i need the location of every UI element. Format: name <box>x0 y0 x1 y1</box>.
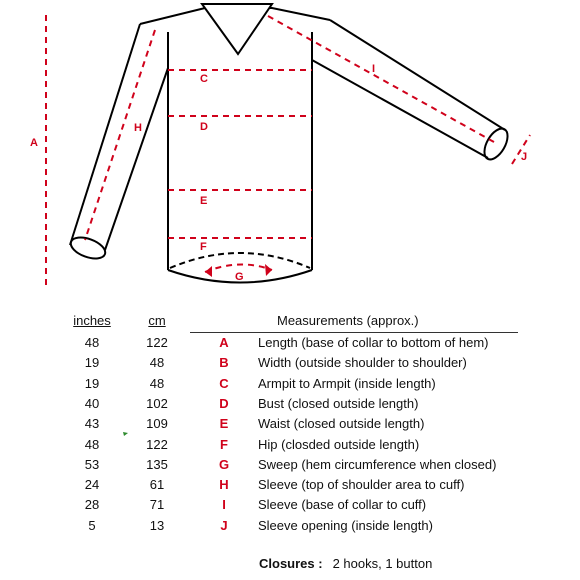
closures-note <box>259 556 432 571</box>
table-row <box>0 457 580 477</box>
cell-description: Length (base of collar to bottom of hem) <box>258 335 489 350</box>
cell-cm: 102 <box>146 395 168 411</box>
cell-cm: 13 <box>149 517 165 533</box>
cell-letter: F <box>220 436 228 452</box>
cell-description: Sweep (hem circumference when closed) <box>258 456 497 472</box>
cell-inches: 19 <box>84 375 100 391</box>
cell-letter: J <box>220 517 228 533</box>
header-inches: inches <box>73 313 111 328</box>
cell-inches: 5 <box>88 517 96 533</box>
cell-cm: 61 <box>149 477 165 493</box>
label-i: I <box>372 63 376 75</box>
cell-inches: 48 <box>84 335 100 350</box>
cell-description: Sleeve (base of collar to cuff) <box>258 497 427 513</box>
cell-inches: 48 <box>84 436 100 452</box>
cell-letter: E <box>219 416 229 432</box>
cell-letter: D <box>219 395 229 411</box>
table-row <box>0 518 580 538</box>
cell-inches: 43 <box>84 416 100 432</box>
cell-description: Width (outside shoulder to shoulder) <box>258 355 467 371</box>
cell-letter: I <box>222 497 226 513</box>
cell-cm: 71 <box>149 497 165 513</box>
cell-letter: B <box>219 355 229 371</box>
cell-description: Bust (closed outside length) <box>258 395 419 411</box>
label-f: F <box>200 241 207 253</box>
table-row <box>0 396 580 416</box>
label-a: A <box>30 137 38 149</box>
cell-inches: 28 <box>84 497 100 513</box>
label-d: D <box>200 121 208 133</box>
label-e: E <box>200 195 208 207</box>
table-row <box>0 477 580 497</box>
cell-description: Sleeve (top of shoulder area to cuff) <box>258 477 465 493</box>
header-cm: cm <box>148 313 166 328</box>
cell-inches: 53 <box>84 456 100 472</box>
cell-description: Waist (closed outside length) <box>258 416 425 432</box>
garment-outline <box>68 4 512 283</box>
closures-label: Closures : <box>259 556 323 571</box>
cell-cm: 122 <box>146 335 168 350</box>
cell-cm: 109 <box>146 416 168 432</box>
table-row <box>0 497 580 517</box>
cell-letter: A <box>219 335 229 350</box>
cell-letter: C <box>219 375 229 391</box>
label-h: H <box>134 122 142 134</box>
table-row <box>0 437 580 457</box>
cell-inches: 40 <box>84 395 100 411</box>
header-rule <box>190 332 518 333</box>
cell-description: Sleeve opening (inside length) <box>258 517 433 533</box>
table-row <box>0 335 580 355</box>
measure-lines <box>46 15 530 285</box>
table-row <box>0 416 580 436</box>
tick-mark-icon <box>123 432 128 436</box>
closures-value: 2 hooks, 1 button <box>332 556 433 571</box>
cell-cm: 48 <box>149 355 165 371</box>
cell-letter: G <box>218 456 230 472</box>
label-g: G <box>235 271 244 283</box>
label-j: J <box>521 151 528 163</box>
label-c: C <box>200 73 208 85</box>
cell-cm: 135 <box>146 456 168 472</box>
cell-letter: H <box>219 477 229 493</box>
table-row <box>0 355 580 375</box>
measure-i-line <box>268 16 494 142</box>
cell-cm: 122 <box>146 436 168 452</box>
table-header <box>0 313 580 333</box>
cell-description: Armpit to Armpit (inside length) <box>258 375 436 391</box>
cell-cm: 48 <box>149 375 165 391</box>
header-measurements: Measurements (approx.) <box>277 313 419 328</box>
cell-inches: 24 <box>84 477 100 493</box>
cell-description: Hip (closded outside length) <box>258 436 420 452</box>
table-row <box>0 376 580 396</box>
cell-inches: 19 <box>84 355 100 371</box>
